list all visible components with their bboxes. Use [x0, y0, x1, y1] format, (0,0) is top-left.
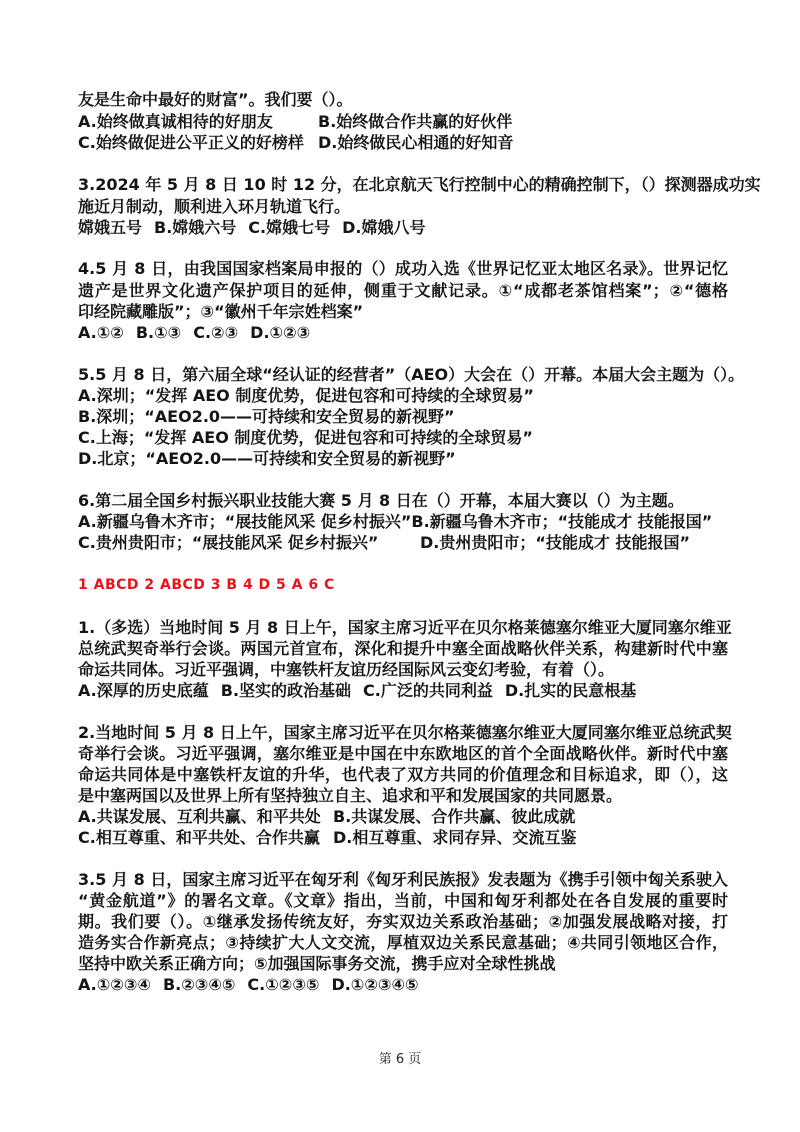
- option-d: D.①②③: [250, 323, 311, 342]
- options-row: [78, 512, 712, 532]
- question-3-stem-line: “黄金航道”》的署名文章。《文章》指出，当前，中国和匈牙利都处在各自发展的重要时: [78, 891, 728, 910]
- option-a: A.新疆乌鲁木齐市；“展技能风采 促乡村振兴”: [78, 512, 412, 531]
- options-row: [78, 533, 690, 553]
- question-4-stem-line: 遗产是世界文化遗产保护项目的延伸，侧重于文献记录。①“成都老茶馆档案”；②“德格: [78, 281, 728, 300]
- option-a: 嫦娥五号: [78, 218, 143, 237]
- option-b: B.深圳；“AEO2.0——可持续和安全贸易的新视野”: [78, 407, 455, 426]
- option-c: C.始终做促进公平正义的好榜样: [78, 133, 304, 152]
- option-c: C.嫦娥七号: [248, 218, 331, 237]
- option-d: D.扎实的民意根基: [504, 681, 637, 700]
- option-b: B.新疆乌鲁木齐市；“技能成才 技能报国”: [411, 512, 713, 531]
- option-d: D.①②③④⑤: [331, 975, 419, 994]
- options-row: [78, 807, 575, 827]
- options-row: [78, 112, 512, 132]
- question-1-stem-line: 总统武契奇举行会谈。两国元首宣布，深化和提升中塞全面战略伙伴关系，构建新时代中塞: [78, 639, 728, 658]
- question-5-stem-line: 5.5 月 8 日，第六届全球“经认证的经营者”（AEO）大会在（）开幕。本届大会主题为（）。: [78, 365, 745, 384]
- option-d: D.贵州贵阳市；“技能成才 技能报国”: [420, 533, 690, 552]
- question-1-stem-line: 1.（多选）当地时间 5 月 8 日上午，国家主席习近平在贝尔格莱德塞尔维亚大厦同塞尔维亚: [78, 618, 732, 637]
- option-b: B.②③④⑤: [162, 975, 236, 994]
- option-a: A.始终做真诚相待的好朋友: [78, 112, 273, 131]
- option-b: B.始终做合作共赢的好伙伴: [318, 112, 513, 131]
- question-3-stem-line: 坚持中欧关系正确方向；⑤加强国际事务交流，携手应对全球性挑战: [78, 954, 556, 973]
- option-d: D.始终做民心相通的好知音: [318, 133, 514, 152]
- question-3-stem-line: 期。我们要（）。①继承发扬传统友好，夯实双边关系政治基础；②加强发展战略对接，打: [78, 912, 728, 931]
- answer-key: 1 ABCD 2 ABCD 3 B 4 D 5 A 6 C: [78, 577, 335, 593]
- option-a: A.①②③④: [78, 975, 151, 994]
- option-c: C.上海；“发挥 AEO 制度优势，促进包容和可持续的全球贸易”: [78, 428, 533, 447]
- question-3-options: [78, 975, 431, 995]
- question-4-options: [78, 323, 322, 343]
- option-c: C.贵州贵阳市；“展技能风采 促乡村振兴”: [78, 533, 379, 552]
- option-d: D.相互尊重、求同存异、交流互鉴: [333, 828, 577, 847]
- option-c: C.相互尊重、和平共处、合作共赢: [78, 828, 320, 847]
- question-4-stem-line: 印经院藏雕版”；③“徽州千年宗姓档案”: [78, 302, 364, 321]
- question-stem-line: 友是生命中最好的财富”。我们要（）。: [78, 90, 353, 109]
- options-row: [78, 828, 576, 848]
- question-2-stem-line: 2.当地时间 5 月 8 日上午，国家主席习近平在贝尔格莱德塞尔维亚大厦同塞尔维亚总统武契: [78, 723, 732, 742]
- option-c: C.①②③⑤: [247, 975, 320, 994]
- page-number: 第 6 页: [378, 1052, 422, 1067]
- question-6-stem-line: 6.第二届全国乡村振兴职业技能大赛 5 月 8 日在（）开幕，本届大赛以（）为主题。: [78, 491, 684, 510]
- question-2-stem-line: 奇举行会谈。习近平强调，塞尔维亚是中国在中东欧地区的首个全面战略伙伴。新时代中塞: [78, 744, 728, 763]
- question-1-stem-line: 命运共同体。习近平强调，中塞铁杆友谊历经国际风云变幻考验，有着（）。: [78, 660, 615, 679]
- question-3-stem-line: 3.5 月 8 日，国家主席习近平在匈牙利《匈牙利民族报》发表题为《携手引领中匈关系驶入: [78, 870, 728, 889]
- question-3-stem-line: 施近月制动，顺利进入环月轨道飞行。: [78, 197, 351, 216]
- option-b: B.①③: [135, 323, 182, 342]
- option-a: A.深厚的历史底蕴: [78, 681, 209, 700]
- question-3-options: [78, 218, 438, 238]
- question-3-stem-line: 造务实合作新亮点；③持续扩大人文交流，厚植双边关系民意基础；④共同引领地区合作，: [78, 933, 728, 952]
- option-c: C.广泛的共同利益: [363, 681, 493, 700]
- option-b: B.嫦娥六号: [154, 218, 237, 237]
- question-3-stem-line: 3.2024 年 5 月 8 日 10 时 12 分，在北京航天飞行控制中心的精确控制下，（）探测器成功实: [78, 175, 761, 194]
- option-a: A.深圳；“发挥 AEO 制度优势，促进包容和可持续的全球贸易”: [78, 386, 534, 405]
- option-d: D.北京；“AEO2.0——可持续和安全贸易的新视野”: [78, 449, 456, 468]
- option-b: B.共谋发展、合作共赢、彼此成就: [333, 807, 576, 826]
- option-c: C.②③: [193, 323, 239, 342]
- question-4-stem-line: 4.5 月 8 日，由我国国家档案局申报的（）成功入选《世界记忆亚太地区名录》。世界记忆: [78, 259, 728, 278]
- option-b: B.坚实的政治基础: [220, 681, 352, 700]
- option-a: A.共谋发展、互利共赢、和平共处: [78, 807, 321, 826]
- question-2-stem-line: 命运共同体是中塞铁杆友谊的升华，也代表了双方共同的价值理念和目标追求，即（），这: [78, 765, 728, 784]
- question-1-options: [78, 681, 648, 701]
- options-row: [78, 133, 513, 153]
- option-a: A.①②: [78, 323, 124, 342]
- question-2-stem-line: 是中塞两国以及世界上所有坚持独立自主、追求和平和发展国家的共同愿景。: [78, 786, 623, 805]
- option-d: D.嫦娥八号: [342, 218, 426, 237]
